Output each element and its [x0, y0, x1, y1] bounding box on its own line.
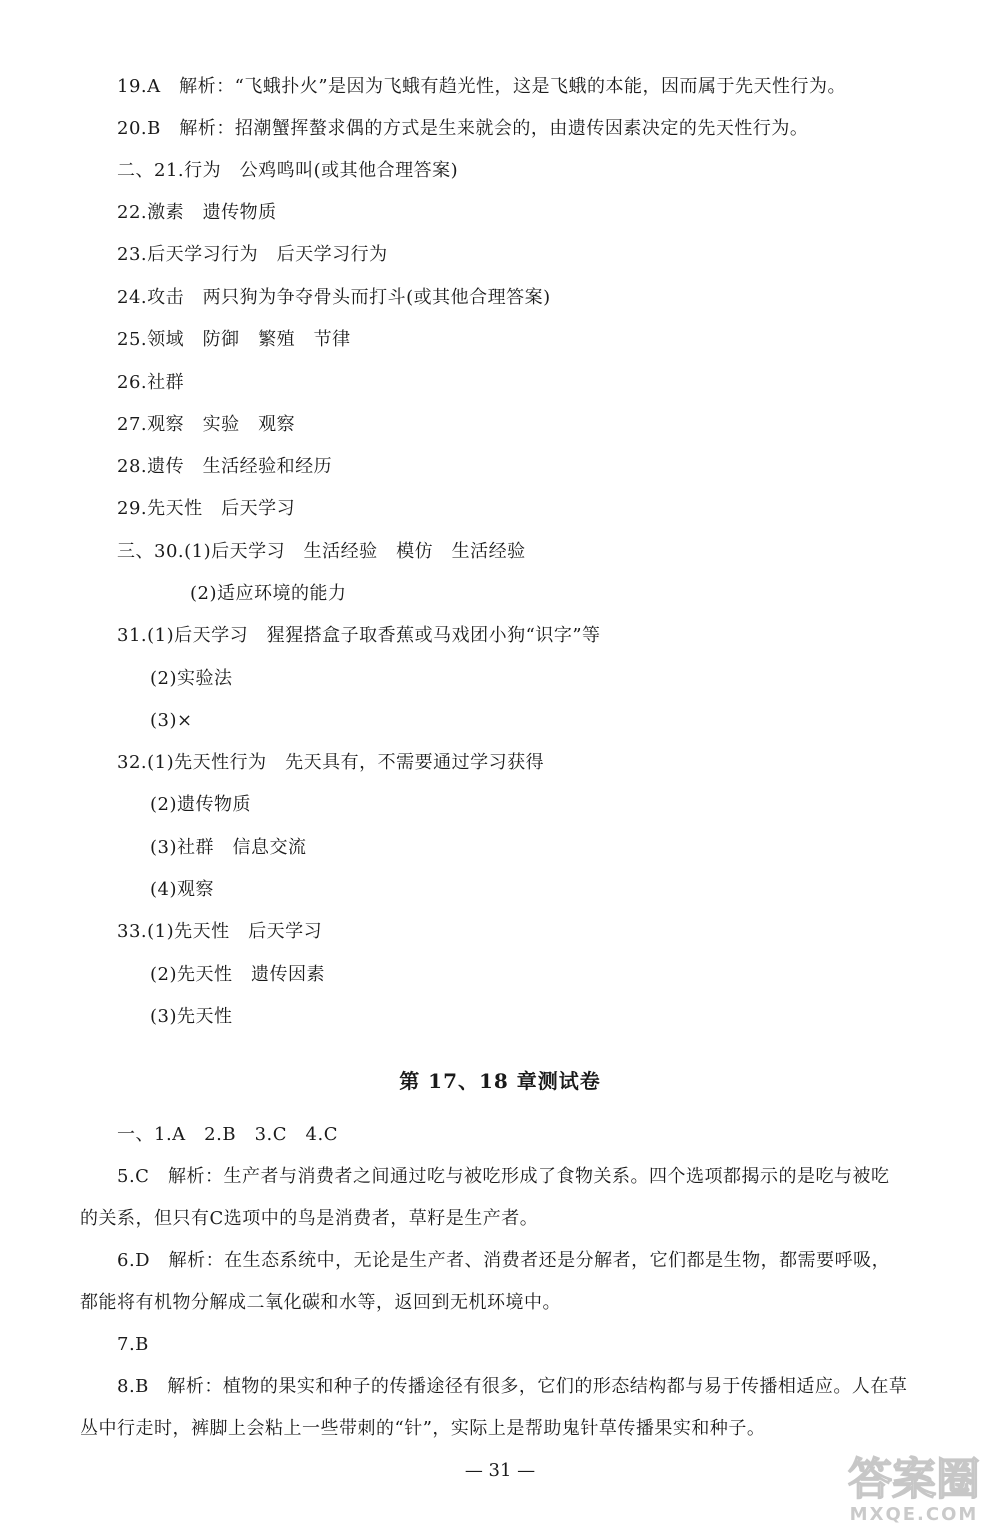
answer-31-2: (2)实验法	[150, 668, 233, 689]
answer-30-2: (2)适应环境的能力	[190, 583, 347, 604]
answer-27: 27.观察 实验 观察	[117, 414, 296, 435]
answer-33-1: 33.(1)先天性 后天学习	[117, 921, 323, 942]
section-3-answer-30-1: 三、30.(1)后天学习 生活经验 模仿 生活经验	[117, 541, 526, 562]
answer-28: 28.遗传 生活经验和经历	[117, 456, 333, 477]
answer-6-line-1: 6.D 解析：在生态系统中，无论是生产者、消费者还是分解者，它们都是生物，都需要呼吸，	[117, 1250, 891, 1271]
answer-32-2: (2)遗传物质	[150, 794, 251, 815]
answer-32-1: 32.(1)先天性行为 先天具有，不需要通过学习获得	[117, 752, 545, 773]
answer-26: 26.社群	[117, 372, 185, 393]
answer-32-4: (4)观察	[150, 879, 214, 900]
answer-8-line-2: 丛中行走时，裤脚上会粘上一些带刺的“针”，实际上是帮助鬼针草传播果实和种子。	[80, 1418, 766, 1439]
answer-32-3: (3)社群 信息交流	[150, 837, 307, 858]
answer-20: 20.B 解析：招潮蟹挥螯求偶的方式是生来就会的，由遗传因素决定的先天性行为。	[117, 118, 809, 139]
answer-24: 24.攻击 两只狗为争夺骨头而打斗(或其他合理答案)	[117, 287, 551, 308]
answer-22: 22.激素 遗传物质	[117, 202, 277, 223]
answer-23: 23.后天学习行为 后天学习行为	[117, 244, 388, 265]
watermark-main-text: 答案圈	[848, 1454, 980, 1505]
answer-6-line-2: 都能将有机物分解成二氧化碳和水等，返回到无机环境中。	[80, 1292, 561, 1313]
page-number: — 31 —	[464, 1460, 536, 1481]
answer-5-line-1: 5.C 解析：生产者与消费者之间通过吃与被吃形成了食物关系。四个选项都揭示的是吃与被吃	[117, 1166, 890, 1187]
watermark-logo	[840, 1444, 990, 1526]
answer-25: 25.领域 防御 繁殖 节律	[117, 329, 351, 350]
answer-8-line-1: 8.B 解析：植物的果实和种子的传播途径有很多，它们的形态结构都与易于传播相适应。人在草	[117, 1376, 908, 1397]
section-2-answer-21: 二、21.行为 公鸡鸣叫(或其他合理答案)	[117, 160, 459, 181]
answer-5-line-2: 的关系，但只有C选项中的鸟是消费者，草籽是生产者。	[80, 1208, 539, 1229]
answer-29: 29.先天性 后天学习	[117, 498, 296, 519]
answer-31-3: (3)×	[150, 710, 193, 731]
answer-33-3: (3)先天性	[150, 1006, 233, 1027]
answer-7: 7.B	[117, 1334, 149, 1355]
answer-33-2: (2)先天性 遗传因素	[150, 964, 325, 985]
section-1-answers-1-4: 一、1.A 2.B 3.C 4.C	[117, 1124, 338, 1145]
answer-31-1: 31.(1)后天学习 猩猩搭盒子取香蕉或马戏团小狗“识字”等	[117, 625, 601, 646]
section-title: 第 17、18 章测试卷	[399, 1069, 601, 1093]
watermark-sub-text: MXQE.COM	[849, 1504, 979, 1525]
answer-19: 19.A 解析：“飞蛾扑火”是因为飞蛾有趋光性，这是飞蛾的本能，因而属于先天性行为。	[117, 76, 847, 97]
